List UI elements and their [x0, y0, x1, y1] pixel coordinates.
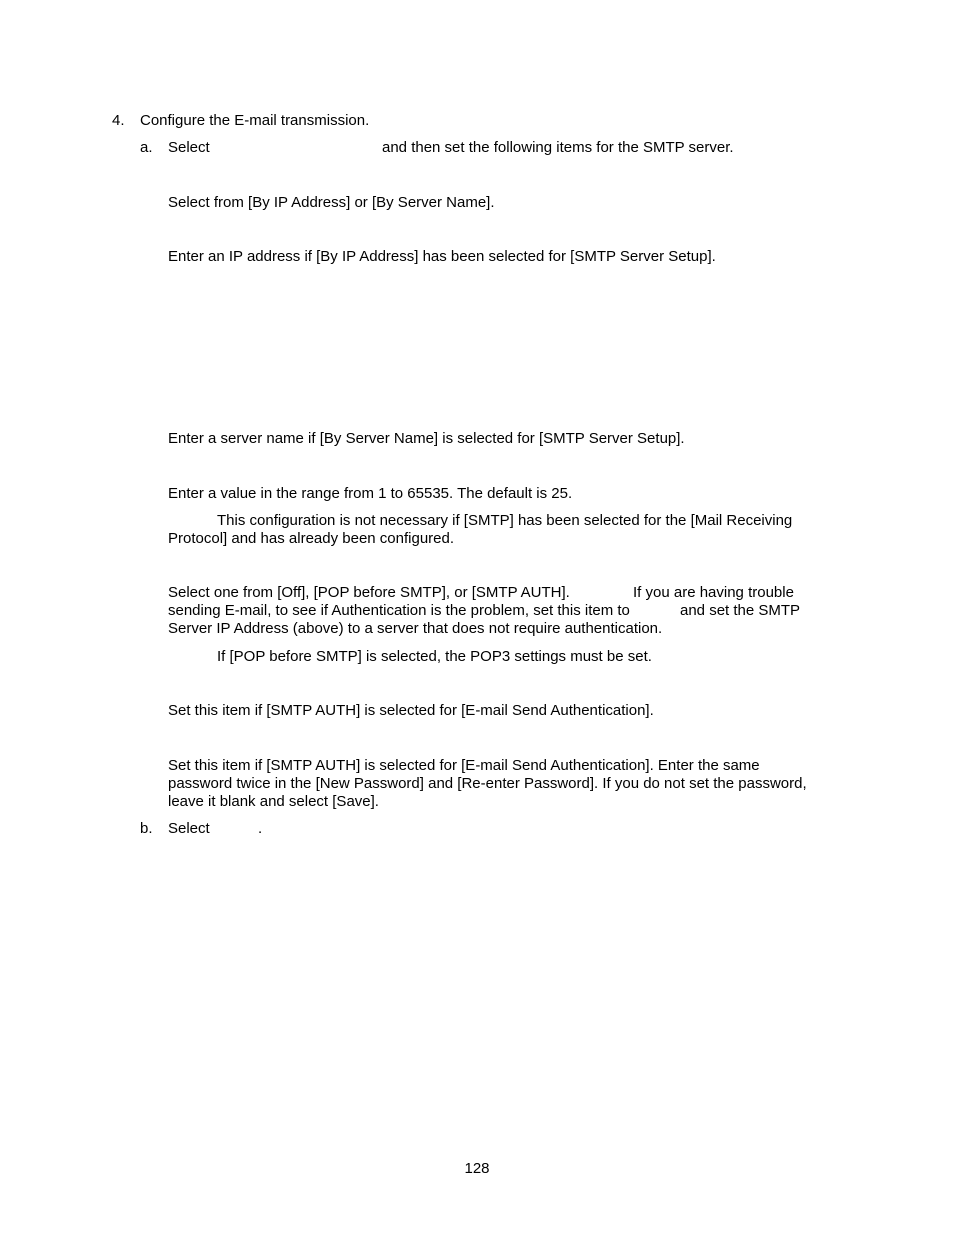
smtp-server-name-description: Enter a server name if [By Server Name] is selected for [SMTP Server Setup]. [168, 430, 685, 447]
smtp-port-note-line-2: Protocol] and has already been configured. [168, 530, 455, 547]
send-auth-note: If [POP before SMTP] is selected, the POP3 settings must be set. [217, 648, 652, 665]
smtp-port-note-line-1: This configuration is not necessary if [SMTP] has been selected for the [Mail Receiving [217, 512, 793, 529]
password-description-line-1: Set this item if [SMTP AUTH] is selected for [E-mail Send Authentication]. Enter the same [168, 757, 760, 774]
step-4-text: Configure the E-mail transmission. [140, 112, 370, 129]
smtp-ip-address-description: Enter an IP address if [By IP Address] has been selected for [SMTP Server Setup]. [168, 248, 716, 265]
step-a-select-word: Select [168, 139, 210, 156]
step-b-select-word: Select [168, 820, 210, 837]
step-b-period: . [258, 820, 263, 837]
step-b-letter: b. [140, 820, 153, 837]
password-description-line-3: leave it blank and select [Save]. [168, 793, 379, 810]
send-auth-line-1a: Select one from [Off], [POP before SMTP], or [SMTP AUTH]. [168, 584, 570, 601]
smtp-port-description: Enter a value in the range from 1 to 65535. The default is 25. [168, 485, 573, 502]
send-auth-line-2b: and set the SMTP [680, 602, 801, 619]
user-name-description: Set this item if [SMTP AUTH] is selected for [E-mail Send Authentication]. [168, 702, 654, 719]
page-number: 128 [464, 1160, 490, 1177]
send-auth-line-2a: sending E-mail, to see if Authentication is the problem, set this item to [168, 602, 630, 619]
password-description-line-2: password twice in the [New Password] and [Re-enter Password]. If you do not set the password, [168, 775, 807, 792]
send-auth-line-1b: If you are having trouble [633, 584, 794, 601]
smtp-server-setup-description: Select from [By IP Address] or [By Server Name]. [168, 194, 495, 211]
step-a-letter: a. [140, 139, 153, 156]
step-a-after-text: and then set the following items for the SMTP server. [382, 139, 734, 156]
step-4-number: 4. [112, 112, 125, 129]
send-auth-line-3: Server IP Address (above) to a server that does not require authentication. [168, 620, 663, 637]
